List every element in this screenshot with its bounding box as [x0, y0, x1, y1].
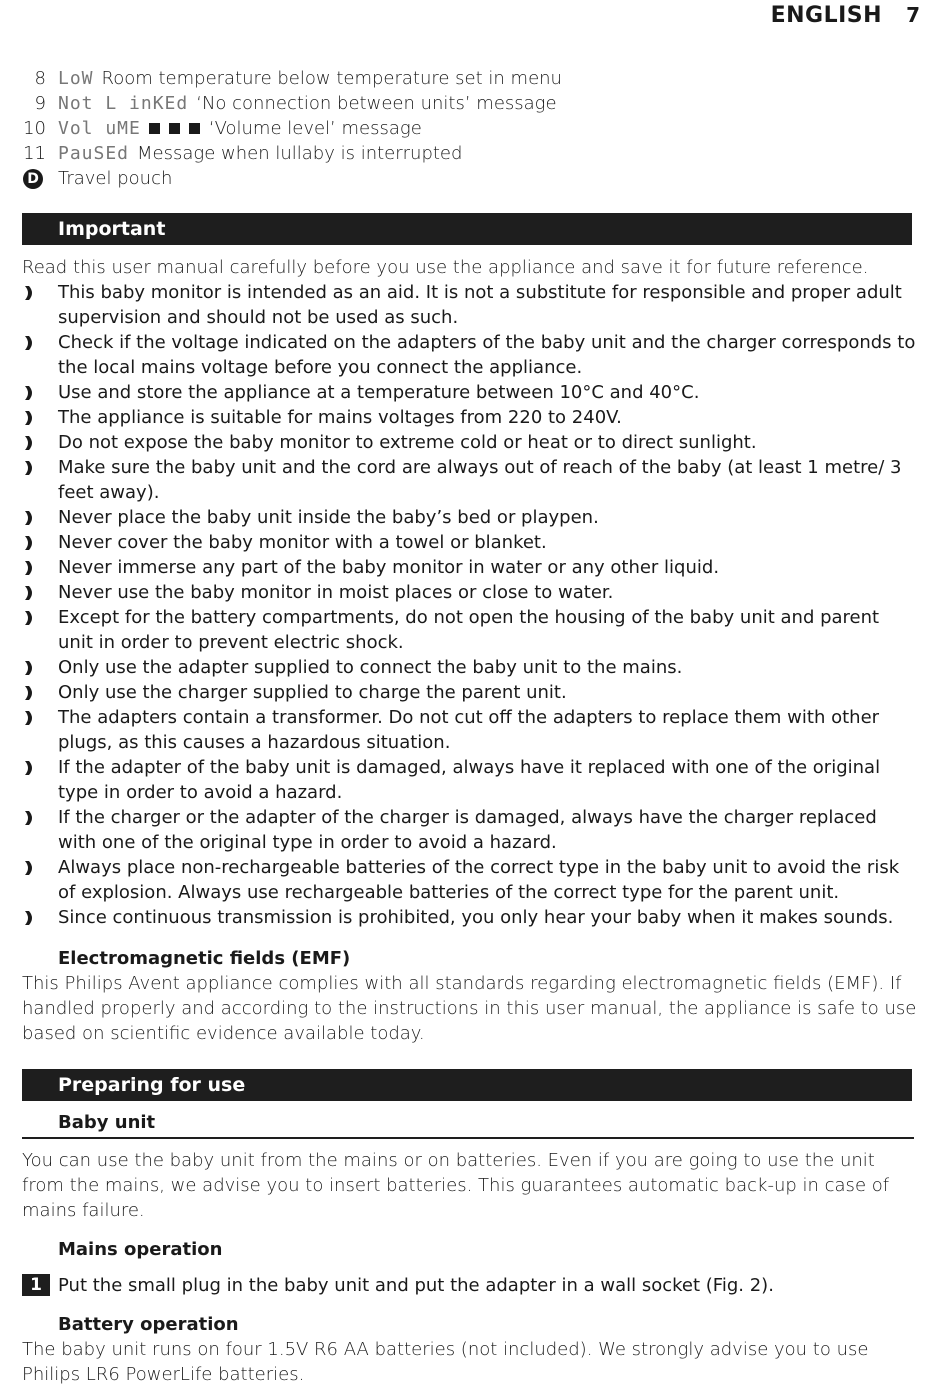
bullet-icon [24, 461, 36, 475]
bullet-icon [24, 536, 36, 550]
list-item [22, 116, 562, 141]
lcd-display-text: LoW [58, 68, 94, 89]
step-number-badge: 1 [22, 1274, 50, 1296]
important-bullet-list [22, 280, 917, 930]
bullet-icon [24, 386, 36, 400]
bullet-text: Do not expose the baby monitor to extreme cold or heat or to direct sunlight. [58, 432, 757, 453]
bullet-text: Only use the adapter supplied to connect the baby unit to the mains. [58, 657, 683, 678]
part-number: 9 [34, 93, 46, 114]
bullet-text: Check if the voltage indicated on the adapters of the baby unit and the charger corresponds to the local mains voltage before you connect the appliance. [58, 332, 916, 378]
section-header-important [22, 213, 912, 245]
battery-operation-heading: Battery operation [58, 1314, 239, 1335]
bullet-text: The adapters contain a transformer. Do not cut off the adapters to replace them with other plugs, as this causes a hazardous situation. [58, 707, 880, 753]
bullet-text: Never immerse any part of the baby monitor in water or any other liquid. [58, 557, 720, 578]
section-title: Preparing for use [58, 1074, 246, 1096]
section-title: Important [58, 218, 166, 240]
bullet-icon [24, 661, 36, 675]
bullet-text: Make sure the baby unit and the cord are always out of reach of the baby (at least 1 metre/ 3 feet away). [58, 457, 902, 503]
part-letter-badge: D [23, 169, 43, 189]
page-header [771, 0, 920, 30]
bullet-icon [24, 611, 36, 625]
bullet-icon [24, 561, 36, 575]
bullet-text: Since continuous transmission is prohibited, you only hear your baby when it makes sounds. [58, 907, 894, 928]
list-item [22, 380, 917, 405]
battery-text: The baby unit runs on four 1.5V R6 AA batteries (not included). We strongly advise you to use Philips LR6 PowerLife batteries. [22, 1339, 869, 1385]
part-number: 11 [23, 143, 46, 164]
bullet-icon [24, 436, 36, 450]
list-item [22, 905, 917, 930]
bullet-icon [24, 761, 36, 775]
bullet-icon [24, 511, 36, 525]
list-item [22, 280, 917, 330]
list-item [22, 66, 562, 91]
part-description: ‘No connection between units’ message [196, 93, 557, 114]
bullet-text: If the adapter of the baby unit is damaged, always have it replaced with one of the original type in order to avoid a hazard. [58, 757, 881, 803]
mains-operation-heading: Mains operation [58, 1239, 223, 1260]
list-item [22, 91, 562, 116]
divider [22, 1137, 914, 1139]
list-item [22, 141, 562, 166]
bullet-icon [24, 711, 36, 725]
bullet-icon [24, 336, 36, 350]
bullet-text: Always place non-rechargeable batteries of the correct type in the baby unit to avoid the risk of explosion. Always use rechargeable batteries of the correct type for the parent unit. [58, 857, 900, 903]
list-item [22, 805, 917, 855]
bullet-text: The appliance is suitable for mains voltages from 220 to 240V. [58, 407, 622, 428]
part-number: 10 [23, 118, 46, 139]
bullet-icon [24, 586, 36, 600]
list-item [22, 455, 917, 505]
part-description: Room temperature below temperature set in menu [101, 68, 562, 89]
part-number: 8 [34, 68, 46, 89]
parts-list [22, 66, 562, 191]
lcd-display-text: Vol uME [58, 118, 141, 139]
emf-heading: Electromagnetic fields (EMF) [58, 948, 351, 969]
bullet-text: Never place the baby unit inside the baby’s bed or playpen. [58, 507, 599, 528]
list-item [22, 605, 917, 655]
list-item [22, 530, 917, 555]
list-item [22, 580, 917, 605]
bullet-text: Except for the battery compartments, do not open the housing of the baby unit and parent unit in order to prevent electric shock. [58, 607, 880, 653]
language-label: ENGLISH [770, 2, 883, 28]
bullet-icon [24, 861, 36, 875]
bullet-icon [24, 686, 36, 700]
lcd-display-text: Not L inKEd [58, 93, 189, 114]
bullet-icon [24, 811, 36, 825]
bullet-icon [24, 286, 36, 300]
list-item [22, 680, 917, 705]
list-item [22, 555, 917, 580]
baby-unit-heading: Baby unit [58, 1112, 156, 1133]
bullet-text: Use and store the appliance at a temperature between 10°C and 40°C. [58, 382, 700, 403]
intro-text: Read this user manual carefully before you use the appliance and save it for future reference. [22, 257, 869, 278]
lcd-display-text: PauSEd [58, 143, 130, 164]
step-text: Put the small plug in the baby unit and put the adapter in a wall socket (Fig. 2). [58, 1274, 774, 1296]
emf-text: This Philips Avent appliance complies with all standards regarding electromagnetic fields (EMF). If handled properly and according to the instructions in this user manual, the appliance is safe to use based on scientific evidence available today. [22, 973, 917, 1044]
bullet-text: Never use the baby monitor in moist places or close to water. [58, 582, 614, 603]
step-item [22, 1274, 774, 1296]
part-description: Travel pouch [58, 168, 173, 189]
list-item [22, 655, 917, 680]
list-item [22, 755, 917, 805]
list-item [22, 166, 562, 191]
page-number: 7 [906, 3, 920, 27]
bullet-text: If the charger or the adapter of the charger is damaged, always have the charger replaced with one of the original type in order to avoid a hazard. [58, 807, 877, 853]
bullet-icon [24, 911, 36, 925]
list-item [22, 430, 917, 455]
part-description: ‘Volume level’ message [208, 118, 422, 139]
list-item [22, 405, 917, 430]
volume-square-icon [149, 123, 160, 134]
baby-unit-text: You can use the baby unit from the mains or on batteries. Even if you are going to use the unit from the mains, we advise you to insert batteries. This guarantees automatic back-up in case of mains failure. [22, 1150, 890, 1221]
bullet-text: This baby monitor is intended as an aid. It is not a substitute for responsible and proper adult supervision and should not be used as such. [58, 282, 902, 328]
bullet-text: Only use the charger supplied to charge the parent unit. [58, 682, 567, 703]
volume-square-icon [169, 123, 180, 134]
list-item [22, 855, 917, 905]
volume-square-icon [189, 123, 200, 134]
list-item [22, 505, 917, 530]
bullet-icon [24, 411, 36, 425]
bullet-text: Never cover the baby monitor with a towel or blanket. [58, 532, 547, 553]
section-header-preparing [22, 1069, 912, 1101]
part-description: Message when lullaby is interrupted [137, 143, 463, 164]
list-item [22, 330, 917, 380]
list-item [22, 705, 917, 755]
